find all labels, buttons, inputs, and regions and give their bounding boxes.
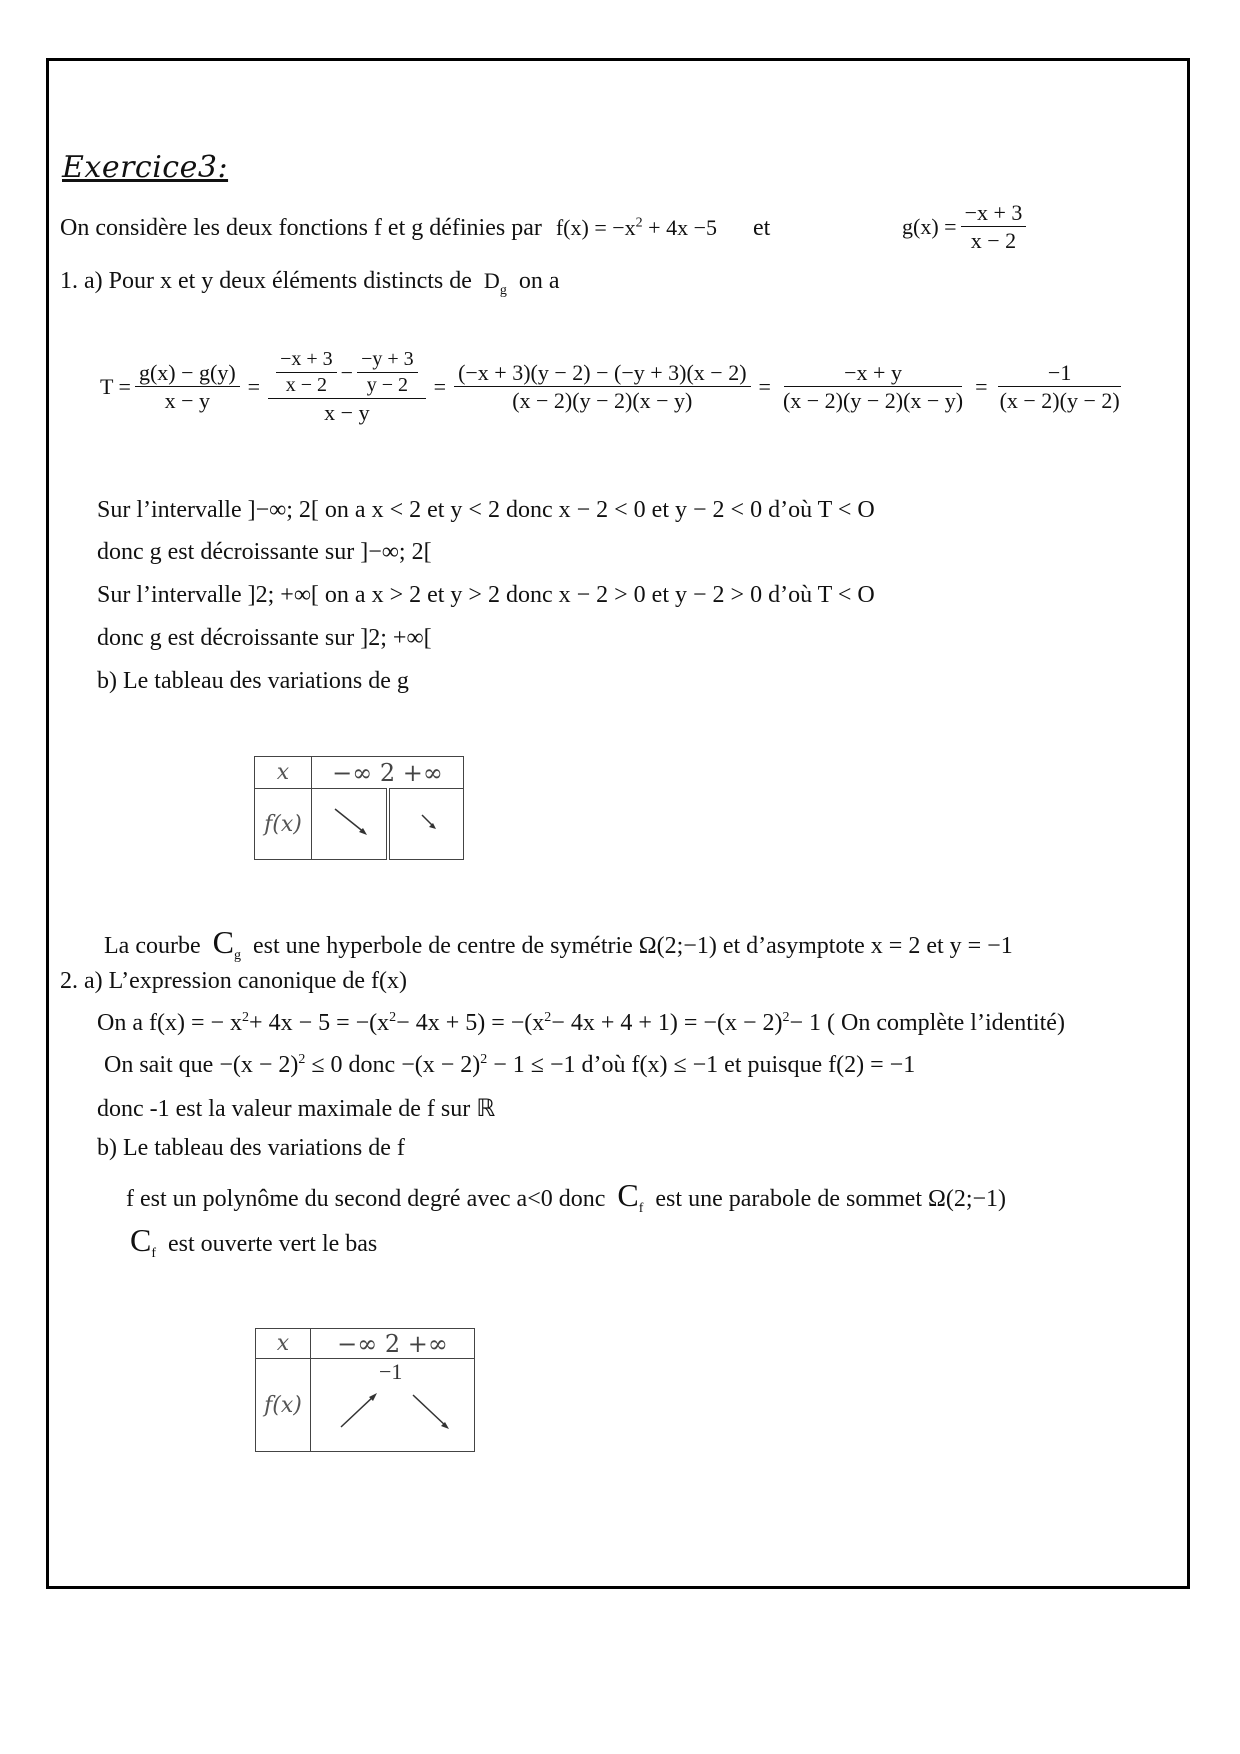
exercise-title: Exercice3:: [62, 150, 229, 185]
canonical-expression: On a f(x) = − $x^2+ 4x - 5 = -(x^2- 4x + 5) = -(x^2- 4x + 4 + 1) = -(x - 2)^2- 1$ ( On complète l’identité): [97, 1010, 1065, 1036]
question-1a: 1. a) Pour x et y deux éléments distincts de $D_g$ on a: [60, 268, 560, 298]
table-f-fx-label: f(x): [256, 1359, 311, 1452]
table-f-x-label: x: [256, 1329, 311, 1359]
intro-line: [60, 215, 770, 242]
intro-text: On considère les deux fonctions f et g définies par: [60, 215, 542, 241]
question-2b: b) Le tableau des variations de f: [97, 1135, 405, 1161]
line-interval-1: Sur l’intervalle ]−∞; 2[ on a x < 2 et y < 2 donc x − 2 < 0 et y − 2 < 0 d’où T < O: [97, 497, 875, 523]
et-word: et: [752, 215, 771, 241]
opening-line: $C_f$ est ouverte vert le bas: [130, 1222, 378, 1261]
table-g-fx-label: f(x): [255, 789, 312, 860]
table-g-x-label: x: [255, 757, 312, 789]
line-decreasing-2: donc g est décroissante sur ]2; +∞[: [97, 625, 432, 651]
polynomial-line: f est un polynôme du second degré avec a<0 donc $C_f$ est une parabole de sommet Ω(2;−1): [126, 1177, 1007, 1216]
table-g-values: −∞ 2 +∞: [312, 757, 464, 789]
t-equation: T = $\frac{g(x) - g(y)}{x - y}$ = $\frac{-x + 3}{x - 2}$ − $\frac{-y + 3}{y - 2}$ x − y = $\frac{(-x + 3)(y - 2) - (-y + 3)(x - 2)}{(x - 2)(y - 2)(x - y)}$ = $\frac{-x + y}{(x - 2)(y - 2)(x - y)}$ = $\frac{-1}{(x - 2)(y - 2)}$: [100, 348, 1120, 425]
table-f-variation-cell: [311, 1359, 475, 1452]
arrow-down-right-icon: [319, 799, 379, 843]
table-f-values: −∞ 2 +∞: [311, 1329, 475, 1359]
line-decreasing-1: donc g est décroissante sur ]−∞; 2[: [97, 539, 432, 565]
f-definition: $f(x) = -x^2 + 4x -5$: [555, 215, 717, 240]
inequality-line: On sait que $-(x - 2)^2 \le 0$ donc $-(x - 2)^2 - 1 \le -1$ d’où f(x) ≤ −1 et puisque f(2) = −1: [104, 1052, 916, 1078]
variation-table-f: [255, 1328, 475, 1452]
table-f-max: −1: [379, 1359, 403, 1384]
question-2a: 2. a) L’expression canonique de f(x): [60, 968, 407, 994]
max-value-line: donc -1 est la valeur maximale de f sur ℝ: [97, 1096, 496, 1122]
line-interval-2: Sur l’intervalle ]2; +∞[ on a x > 2 et y > 2 donc x − 2 > 0 et y − 2 > 0 d’où T < O: [97, 582, 875, 608]
g-definition: g(x) = $\frac{-x + 3}{x - 2}$: [902, 200, 1030, 254]
question-1b: b) Le tableau des variations de g: [97, 668, 409, 694]
table-g-arrow-right: [388, 789, 464, 860]
variation-table-g: [254, 756, 464, 860]
arrow-down-right-icon: [402, 799, 452, 843]
table-g-arrow-left: [312, 789, 389, 860]
courbe-g-line: La courbe $C_g$ est une hyperbole de centre de symétrie Ω(2;−1) et d’asymptote x = 2 et y = −1: [104, 924, 1013, 963]
